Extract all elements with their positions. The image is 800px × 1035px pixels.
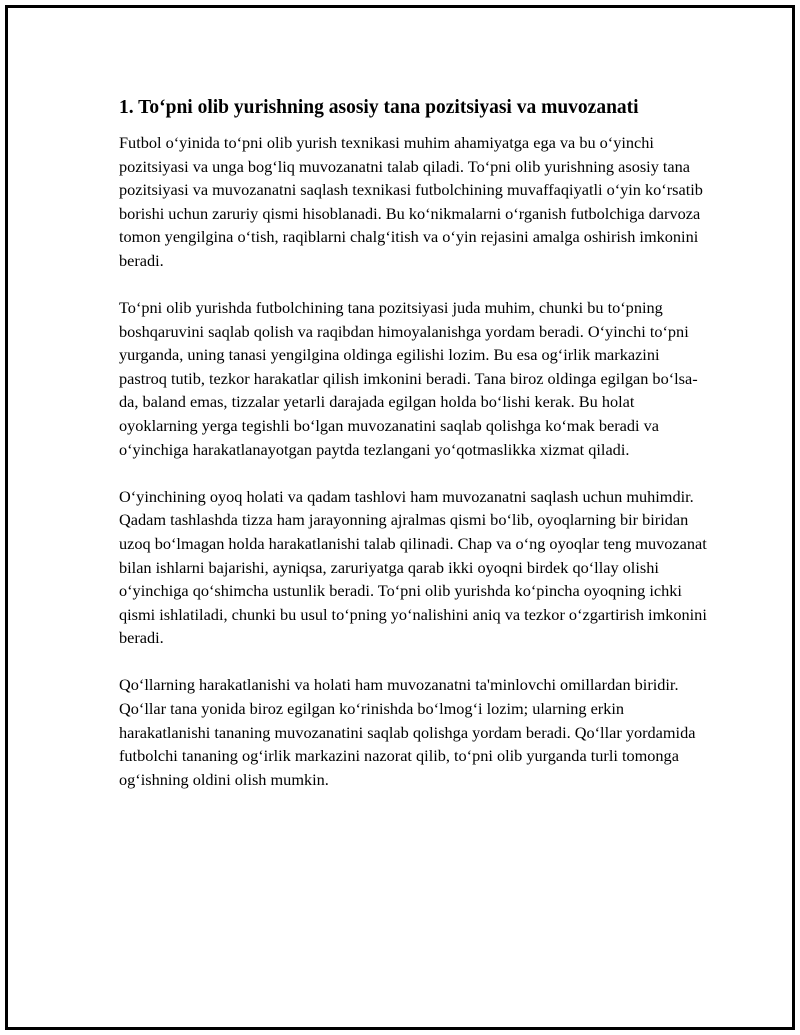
paragraph-intro: Futbol o‘yinida to‘pni olib yurish texnikasi muhim ahamiyatga ega va bu o‘yinchi pozitsiyasi va unga bog‘liq muvozanatni talab qiladi. To‘pni olib yurishning asosiy tana pozitsiyasi va muvozanatni saqlash texnikasi futbolchining muvaffaqiyatli o‘yin ko‘rsatib borishi uchun zaruriy qismi hisoblanadi. Bu ko‘nikmalarni o‘rganish futbolchiga darvoza tomon yengilgina o‘tish, raqiblarni chalg‘itish va o‘yin rejasini amalga oshirish imkonini beradi. <box>119 133 703 270</box>
document-page <box>5 5 795 1030</box>
paragraph-body-position: To‘pni olib yurishda futbolchining tana pozitsiyasi juda muhim, chunki bu to‘pning boshqaruvini saqlab qolish va raqibdan himoyalanishga yordam beradi. O‘yinchi to‘pni yurganda, uning tanasi yengilgina oldinga egilishi lozim. Bu esa og‘irlik markazini pastroq tutib, tezkor harakatlar qilish imkonini beradi. Tana biroz oldinga egilgan bo‘lsa-da, baland emas, tizzalar yetarli darajada egilgan holda bo‘lishi kerak. Bu holat oyoklarning yerga tegishli bo‘lgan muvozanatini saqlab qolishga ko‘mak beradi va o‘yinchiga harakatlanayotgan paytda tezlangani yo‘qotmaslikka xizmat qiladi. <box>119 298 698 459</box>
section-heading: 1. To‘pni olib yurishning asosiy tana pozitsiyasi va muvozanati <box>119 97 639 118</box>
document-body <box>119 96 709 815</box>
paragraph-arm-position: Qo‘llarning harakatlanishi va holati ham muvozanatni ta'minlovchi omillardan biridir. Qo‘llar tana yonida biroz egilgan ko‘rinishda bo‘lmog‘i lozim; ularning erkin harakatlanishi tananing muvozanatini saqlab qolishga yordam beradi. Qo‘llar yordamida futbolchi tananing og‘irlik markazini nazorat qilib, to‘pni olib yurganda turli tomonga og‘ishning oldini olish mumkin. <box>119 675 696 789</box>
paragraph-foot-position: O‘yinchining oyoq holati va qadam tashlovi ham muvozanatni saqlash uchun muhimdir. Qadam tashlashda tizza ham jarayonning ajralmas qismi bo‘lib, oyoqlarning bir biridan uzoq bo‘lmagan holda harakatlanishi talab qilinadi. Chap va o‘ng oyoqlar teng muvozanat bilan ishlarni bajarishi, ayniqsa, zaruriyatga qarab ikki oyoqni birdek qo‘llay olishi o‘yinchiga qo‘shimcha ustunlik beradi. To‘pni olib yurishda ko‘pincha oyoqning ichki qismi ishlatiladi, chunki bu usul to‘pning yo‘nalishini aniq va tezkor o‘zgartirish imkonini beradi. <box>119 486 707 648</box>
